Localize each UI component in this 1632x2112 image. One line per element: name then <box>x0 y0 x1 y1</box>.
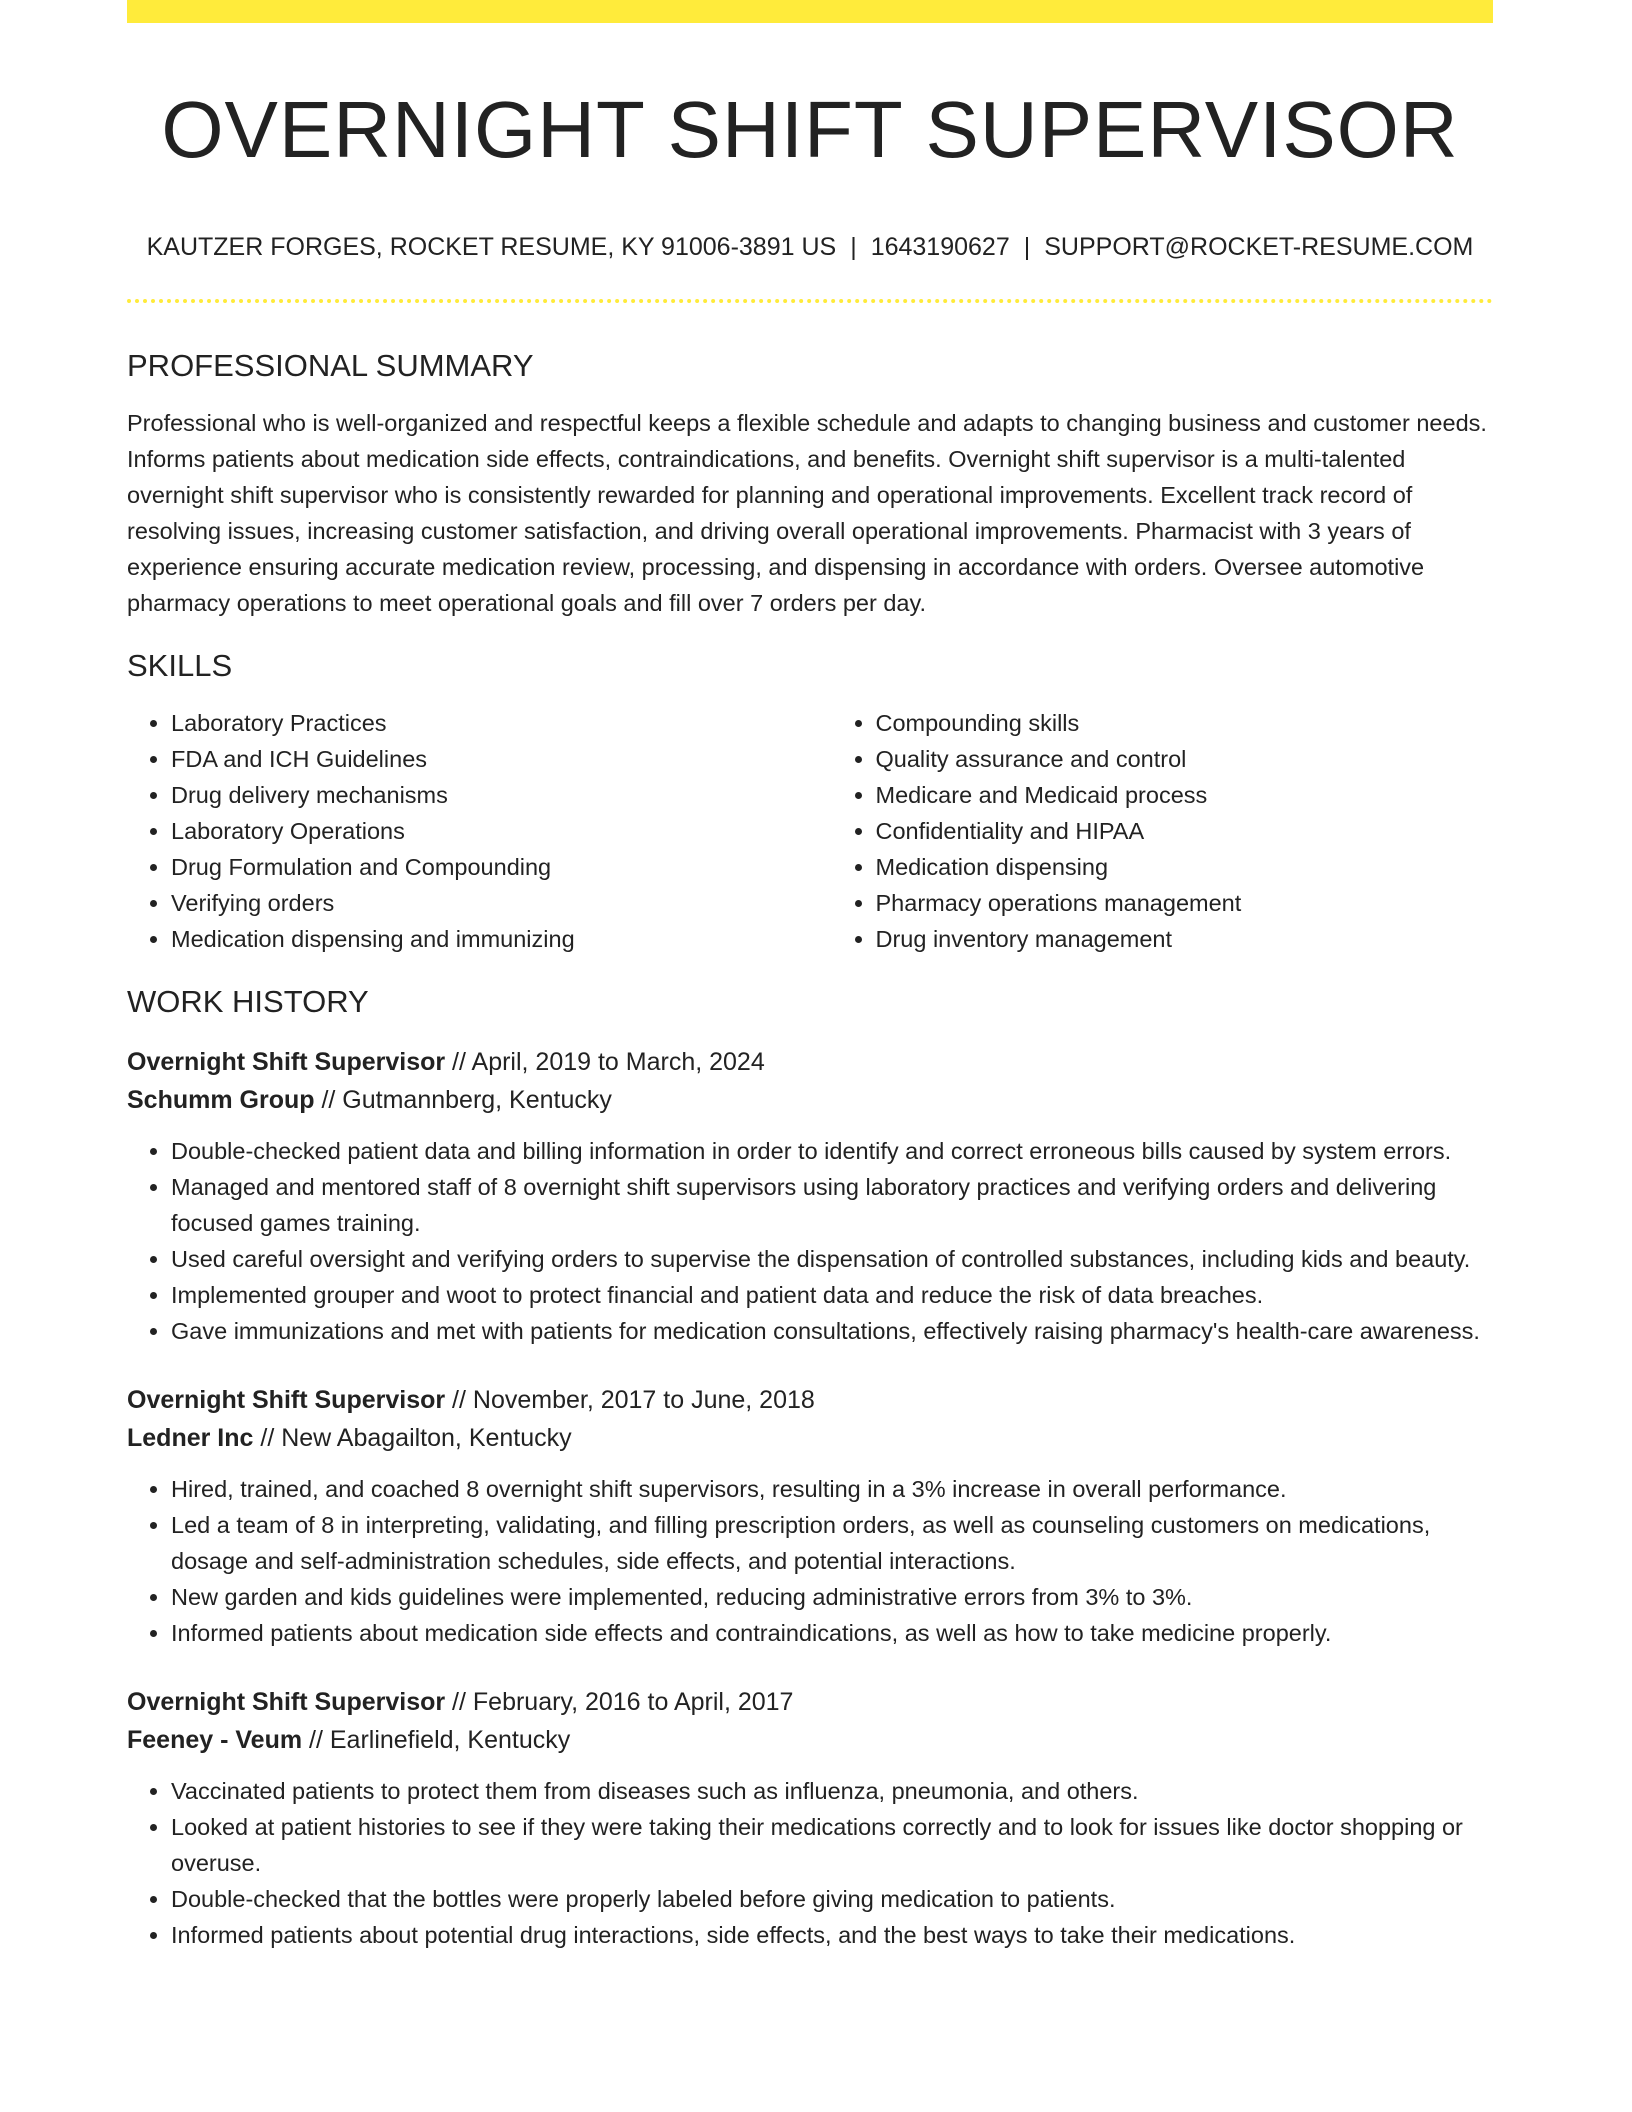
skills-heading: SKILLS <box>127 648 233 683</box>
job-company: Feeney - Veum <box>127 1726 303 1754</box>
skill-item: • Medicare and Medicaid process <box>876 777 1494 813</box>
skill-item: • Quality assurance and control <box>876 741 1494 777</box>
skill-item: • Medication dispensing <box>876 849 1494 885</box>
header-divider <box>127 299 1493 303</box>
job-bullet: • Vaccinated patients to protect them from diseases such as influenza, pneumonia, and others. <box>171 1773 1493 1809</box>
job-dates: // February, 2016 to April, 2017 <box>445 1688 794 1716</box>
job-title-line <box>127 1381 1493 1419</box>
job-bullet: • Led a team of 8 in interpreting, validating, and filling prescription orders, as well as counseling customers on medications, dosage and self-administration schedules, side effects, and potential interactions. <box>171 1507 1493 1579</box>
job-bullet: • Informed patients about potential drug interactions, side effects, and the best ways to take their medications. <box>171 1917 1493 1953</box>
contact-email: SUPPORT@ROCKET-RESUME.COM <box>1044 233 1474 261</box>
job-bullet: • Double-checked patient data and billing information in order to identify and correct erroneous bills caused by system errors. <box>171 1133 1493 1169</box>
summary-text: Professional who is well-organized and respectful keeps a flexible schedule and adapts to changing business and customer needs. Informs patients about medication side effects, contraindications, and benefits. Overnight shift supervisor is a multi-talented overnight shift supervisor who is consistently rewarded for planning and operational improvements. Excellent track record of resolving issues, increasing customer satisfaction, and driving overall operational improvements. Pharmacist with 3 years of experience ensuring accurate medication review, processing, and dispensing in accordance with orders. Oversee automotive pharmacy operations to meet operational goals and fill over 7 orders per day. <box>127 410 1487 616</box>
job-bullet: • Looked at patient histories to see if they were taking their medications correctly and to look for issues like doctor shopping or overuse. <box>171 1809 1493 1881</box>
job-bullets <box>127 1773 1493 1953</box>
job-bullet: • New garden and kids guidelines were implemented, reducing administrative errors from 3% to 3%. <box>171 1579 1493 1615</box>
job-dates: // November, 2017 to June, 2018 <box>445 1386 815 1414</box>
contact-line <box>127 232 1493 262</box>
job-bullet: • Implemented grouper and woot to protect financial and patient data and reduce the risk of data breaches. <box>171 1277 1493 1313</box>
job-company-line <box>127 1081 1493 1119</box>
job-role: Overnight Shift Supervisor <box>127 1386 446 1414</box>
job-bullets <box>127 1471 1493 1651</box>
skills-list <box>127 705 1493 957</box>
job-location: // New Abagailton, Kentucky <box>253 1424 572 1452</box>
job-title-line <box>127 1683 1493 1721</box>
job-bullet: • Gave immunizations and met with patients for medication consultations, effectively raising pharmacy's health-care awareness. <box>171 1313 1493 1349</box>
job-bullets <box>127 1133 1493 1349</box>
job-entry <box>127 1683 1493 1953</box>
skill-item: • Laboratory Operations <box>171 813 789 849</box>
job-location: // Gutmannberg, Kentucky <box>314 1086 612 1114</box>
job-bullet: • Managed and mentored staff of 8 overnight shift supervisors using laboratory practices and verifying orders and delivering focused games training. <box>171 1169 1493 1241</box>
job-location: // Earlinefield, Kentucky <box>302 1726 571 1754</box>
job-company-line <box>127 1419 1493 1457</box>
contact-separator: | <box>1023 233 1031 261</box>
job-title-line <box>127 1043 1493 1081</box>
skills-column-left <box>127 705 789 957</box>
skill-item: • Verifying orders <box>171 885 789 921</box>
skills-column-right <box>832 705 1494 957</box>
page-title: OVERNIGHT SHIFT SUPERVISOR <box>161 85 1459 174</box>
job-role: Overnight Shift Supervisor <box>127 1688 446 1716</box>
resume-page <box>127 0 1493 1953</box>
skill-item: • FDA and ICH Guidelines <box>171 741 789 777</box>
job-company: Schumm Group <box>127 1086 315 1114</box>
contact-phone: 1643190627 <box>870 233 1010 261</box>
skill-item: • Pharmacy operations management <box>876 885 1494 921</box>
job-bullet: • Hired, trained, and coached 8 overnight shift supervisors, resulting in a 3% increase in overall performance. <box>171 1471 1493 1507</box>
job-dates: // April, 2019 to March, 2024 <box>445 1048 765 1076</box>
job-entry <box>127 1043 1493 1349</box>
skill-item: • Medication dispensing and immunizing <box>171 921 789 957</box>
skill-item: • Drug delivery mechanisms <box>171 777 789 813</box>
job-company: Ledner Inc <box>127 1424 254 1452</box>
job-bullet: • Informed patients about medication side effects and contraindications, as well as how to take medicine properly. <box>171 1615 1493 1651</box>
skill-item: • Compounding skills <box>876 705 1494 741</box>
contact-address: KAUTZER FORGES, ROCKET RESUME, KY 91006-3891 US <box>146 233 837 261</box>
skill-item: • Drug Formulation and Compounding <box>171 849 789 885</box>
work-history-heading: WORK HISTORY <box>127 984 369 1019</box>
skill-item: • Laboratory Practices <box>171 705 789 741</box>
summary-heading: PROFESSIONAL SUMMARY <box>127 348 534 383</box>
job-bullet: • Used careful oversight and verifying orders to supervise the dispensation of controlled substances, including kids and beauty. <box>171 1241 1493 1277</box>
job-company-line <box>127 1721 1493 1759</box>
skill-item: • Confidentiality and HIPAA <box>876 813 1494 849</box>
contact-separator: | <box>850 233 857 261</box>
skill-item: • Drug inventory management <box>876 921 1494 957</box>
job-role: Overnight Shift Supervisor <box>127 1048 446 1076</box>
job-entry <box>127 1381 1493 1651</box>
job-bullet: • Double-checked that the bottles were properly labeled before giving medication to patients. <box>171 1881 1493 1917</box>
